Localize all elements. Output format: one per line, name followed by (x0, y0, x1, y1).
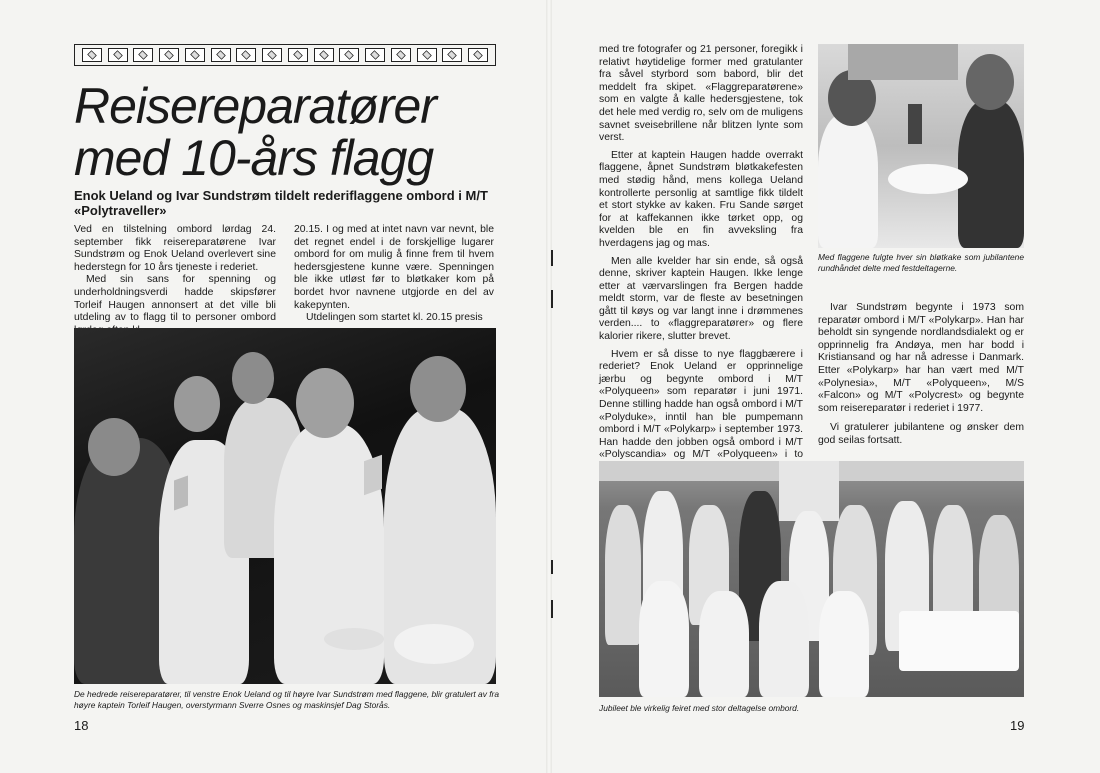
paragraph: Hvem er så disse to nye flaggbærere i rederiet? Enok Ueland er opprinnelige jærbu og begynte ombord i M/T «Polyqueen» som reparatør i juni 1971. Denne stilling hadde han også ombord i M/T «Polyduke», inntil han ble pumpemann ombord i M/T «Polykarp» i september 1973. Han hadde den jobben også ombord i M/T «Polyscandia» og M/T «Polyqueen» i to (599, 348, 803, 461)
article-title (74, 80, 436, 184)
flag-icon (468, 48, 488, 62)
flag-icon (314, 48, 334, 62)
flag-strip-decoration (74, 44, 496, 66)
flag-icon (185, 48, 205, 62)
right-text-column-2 (818, 302, 1024, 448)
article-subtitle: Enok Ueland og Ivar Sundstrøm tildelt rederiflaggene ombord i M/T «Polytraveller» (74, 188, 488, 218)
flag-icon (236, 48, 256, 62)
paragraph: Ivar Sundstrøm begynte i 1973 som reparatør ombord i M/T «Polykarp». Han har beholdt sin syngende nordlandsdialekt og er opprinnelig fra Andøya, men har bodd i Kristiansand og har nå adresse i Danmark. Etter «Polykarp» har han vært med M/T «Polynesia», M/T «Polyqueen», M/S «Falcon» og M/T «Polycrest» og begynte som reisereparatør i rederiet i 1977. (818, 302, 1024, 414)
left-text-column-1 (74, 224, 276, 337)
paragraph: Med sin sans for spenning og underholdningsverdi hadde skipsfører Torleif Haugen annonsert at det ville bli utdeling av to flagg til to personer ombord (74, 274, 276, 324)
photo-group-celebration (599, 461, 1024, 697)
paragraph: Men alle kvelder har sin ende, så også denne, skriver kaptein Haugen. Ikke lenge etter at værvarslingen fra Bergen hadde meldt storm, var de fleste av besetningen gått til køys og var langt inne i drømmenes verden.... to «flaggreparatører» og flere kalorier rikere, slutter brevet. (599, 255, 803, 343)
photo-caption-cake: Med flaggene fulgte hver sin bløtkake som jubilantene rundhåndet delte med festdeltagerne. (818, 252, 1024, 273)
flag-icon (133, 48, 153, 62)
right-text-column-1 (599, 44, 803, 487)
flag-icon (442, 48, 462, 62)
left-text-column-2 (294, 224, 494, 325)
paragraph: Vi gratulerer jubilantene og ønsker dem god seilas fortsatt. (818, 422, 1024, 446)
binding-mark (551, 290, 553, 308)
paragraph: Utdelingen som startet kl. 20.15 presis (306, 312, 483, 324)
flag-icon (288, 48, 308, 62)
flag-icon (391, 48, 411, 62)
photo-caption: De hedrede reisereparatører, til venstre Enok Ueland og til høyre Ivar Sundstrøm med flaggene, blir gratulert av fra høyre kaptein Torleif Haugen, overstyrmann Sverre Osnes og maskinsjef Dag Storås. (74, 689, 499, 710)
flag-icon (339, 48, 359, 62)
photo-cake-cutting (818, 44, 1024, 248)
binding-mark (551, 560, 553, 574)
flag-icon (159, 48, 179, 62)
binding-mark (551, 250, 553, 266)
title-line-1: Reisereparatører (74, 78, 436, 134)
flag-icon (262, 48, 282, 62)
flag-icon (108, 48, 128, 62)
group-photo-award (74, 328, 496, 684)
right-page (552, 0, 1100, 773)
flag-icon (417, 48, 437, 62)
flag-icon (82, 48, 102, 62)
page-number: 19 (1010, 718, 1025, 733)
flag-icon (211, 48, 231, 62)
photo-caption-group: Jubileet ble virkelig feiret med stor deltagelse ombord. (599, 703, 800, 713)
binding-mark (551, 600, 553, 618)
paragraph: 20.15. I og med at intet navn var nevnt, ble det regnet endel i de forskjellige lugarer ombord for om mulig å finne frem til hvem hedersgjestene kunne være. Spenningen ble ikke utløst før to bløtkaker kom på bordet hvor navnene utgjorde en del av kakepynten. (294, 224, 494, 311)
left-page (0, 0, 548, 773)
paragraph: med tre fotografer og 21 personer, foregikk i relativt høytidelige former med gratulanter fra såvel styrbord som babord, blir det meddelt fra skipet. «Flaggreparatørene» som en valgte å kalle hedersgjestene, tok det hele med verdig ro, selv om de muligens savnet sveisebrillene når blitzen lynte som verst. (599, 44, 803, 144)
paragraph: Etter at kaptein Haugen hadde overrakt flaggene, åpnet Sundstrøm bløtkakefesten med stødig hånd, mens kollega Ueland kontrollerte personlig at samtlige fikk tildelt et stort stykke av kaken. Fru Sande sørget for at kaffekannen ikke tørket opp, og kvelden ble en fin avveksling fra hverdagens jag og mas. (599, 149, 803, 249)
paragraph: Ved en tilstelning ombord lørdag 24. september fikk reisereparatørene Ivar Sundstrøm og Enok Ueland overlevert sine hederstegn for 10 års tjeneste i rederiet. (74, 224, 276, 273)
title-line-2: med 10-års flagg (74, 130, 434, 186)
flag-icon (365, 48, 385, 62)
page-number: 18 (74, 718, 89, 733)
